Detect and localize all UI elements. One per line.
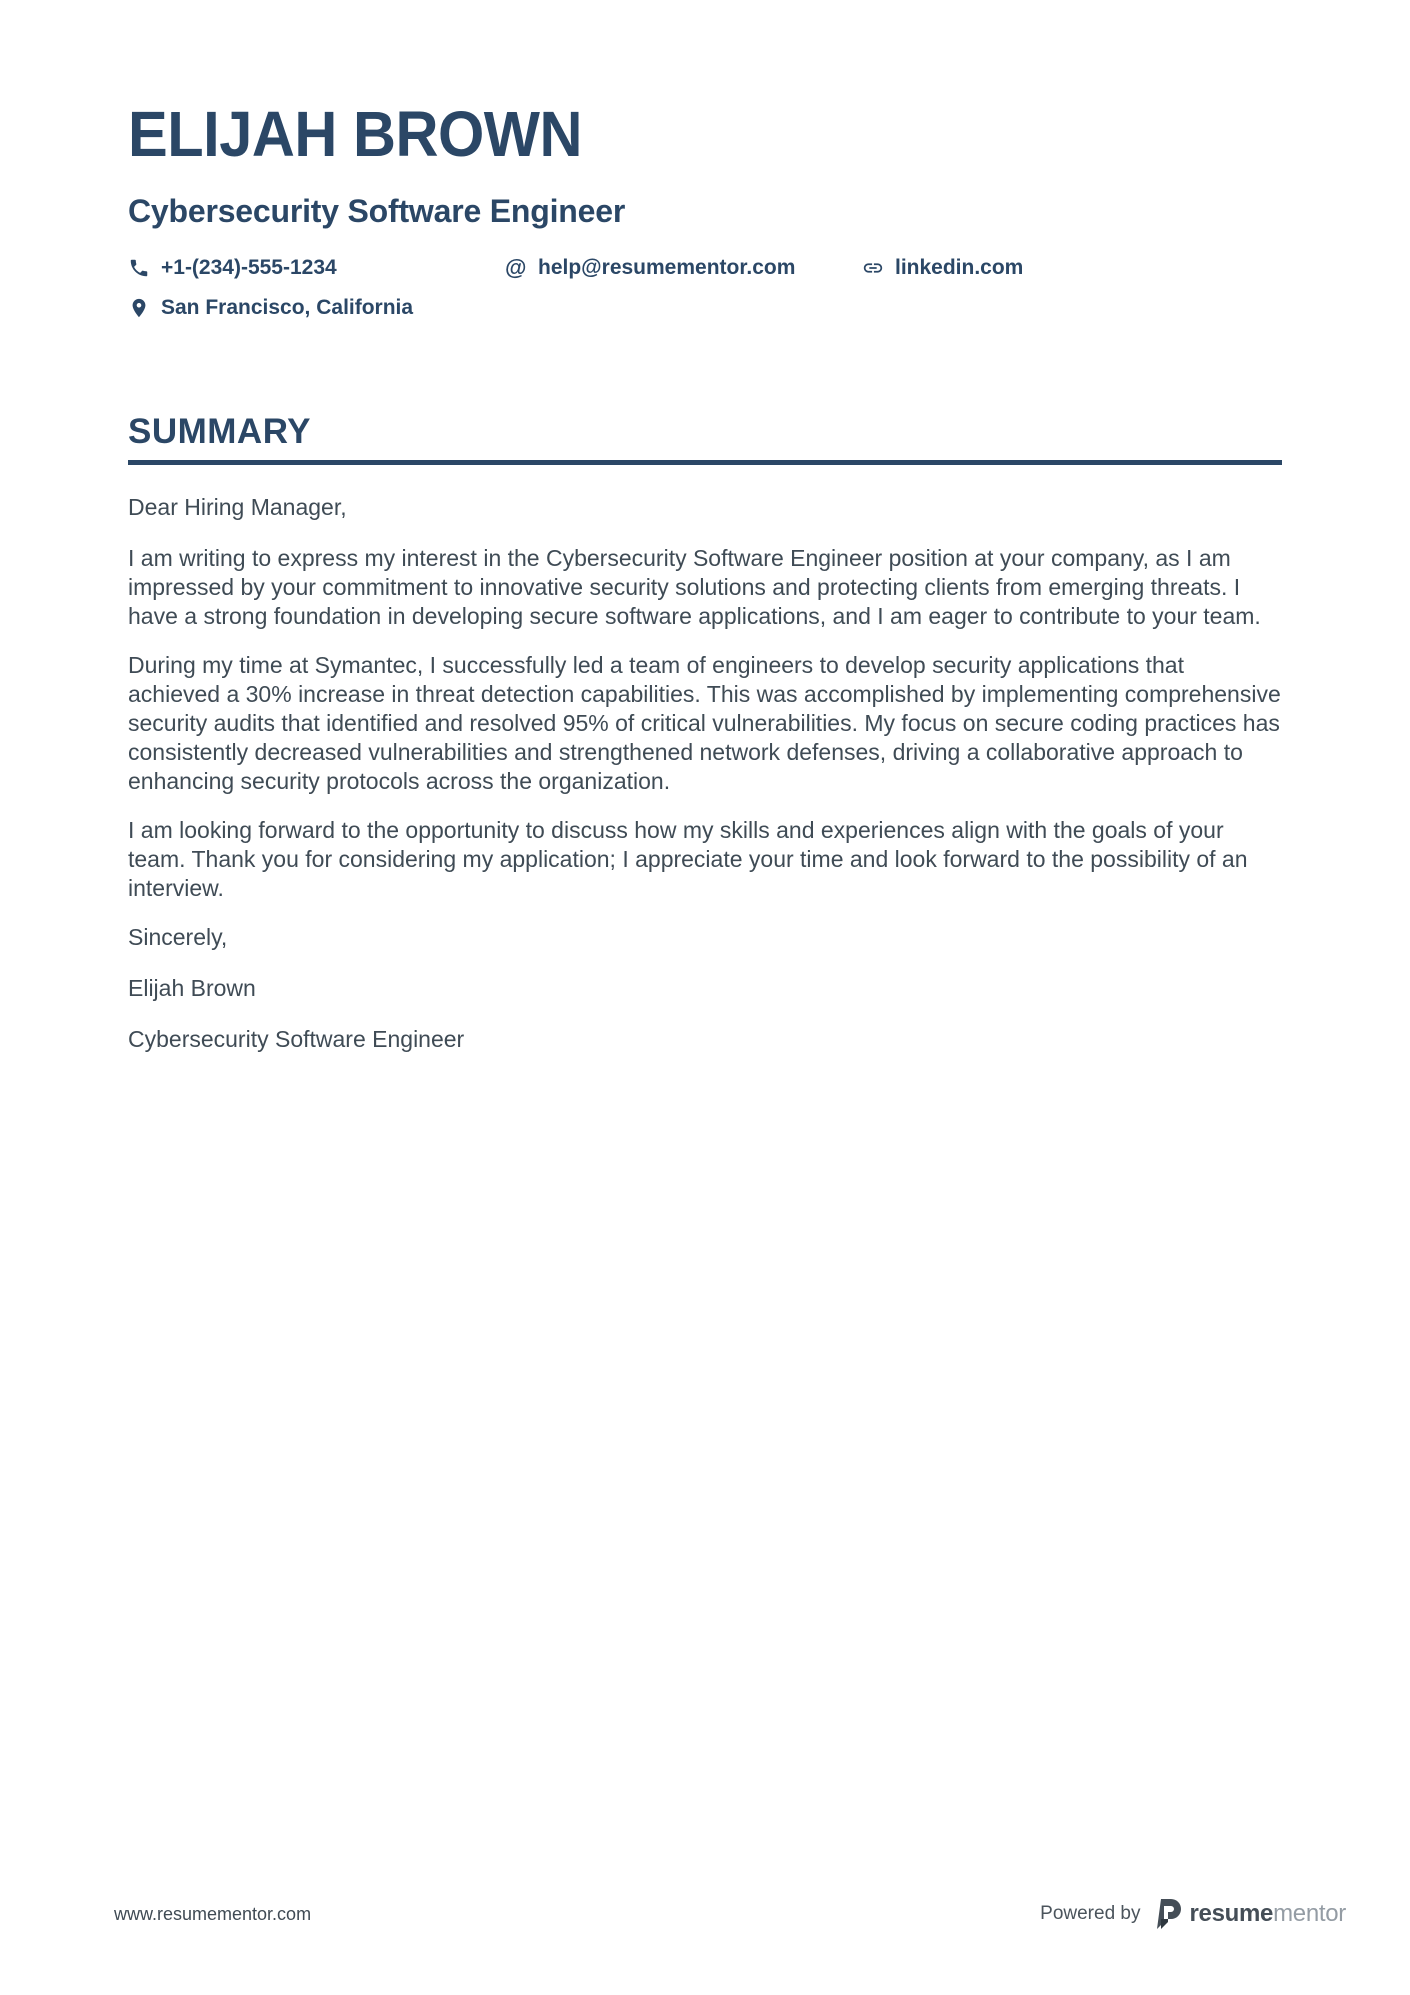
header bbox=[128, 100, 1282, 320]
at-icon: @ bbox=[505, 255, 527, 281]
signature-name: Elijah Brown bbox=[128, 975, 256, 1002]
resumementor-logo[interactable] bbox=[1157, 1899, 1347, 1929]
summary-section bbox=[128, 412, 1282, 1054]
contact-info bbox=[128, 256, 1282, 320]
resumementor-logo-icon bbox=[1157, 1899, 1184, 1929]
linkedin-url[interactable]: linkedin.com bbox=[895, 256, 1024, 280]
phone-number: +1-(234)-555-1234 bbox=[161, 256, 337, 280]
contact-email[interactable] bbox=[505, 256, 862, 280]
brand-text-bold: resume bbox=[1189, 1900, 1274, 1927]
letter-paragraph: During my time at Symantec, I successfully led a team of engineers to develop security applications that achieved a 30% increase in threat detection capabilities. This was accomplished by implementing comprehensive security audits that identified and resolved 95% of critical vulnerabilities. My focus on secure coding practices has consistently decreased vulnerabilities and strengthened network defenses, driving a collaborative approach to enhancing security protocols across the organization. bbox=[128, 652, 1281, 795]
closing-salutation: Sincerely, bbox=[128, 924, 228, 951]
contact-phone bbox=[128, 256, 505, 280]
footer-branding bbox=[1040, 1899, 1346, 1929]
brand-text bbox=[1190, 1900, 1347, 1928]
location-text: San Francisco, California bbox=[161, 296, 414, 320]
letter-paragraph: I am looking forward to the opportunity to discuss how my skills and experiences align with the goals of your team. Thank you for considering my application; I appreciate your time and look forward to the possibility of an interview. bbox=[128, 817, 1248, 902]
contact-linkedin[interactable] bbox=[862, 256, 1282, 280]
salutation: Dear Hiring Manager, bbox=[128, 494, 347, 521]
summary-heading: SUMMARY bbox=[128, 412, 1282, 465]
candidate-job-title: Cybersecurity Software Engineer bbox=[128, 193, 626, 230]
location-pin-icon bbox=[128, 297, 150, 319]
phone-icon bbox=[128, 257, 150, 279]
footer bbox=[0, 1899, 1410, 1929]
brand-text-light: mentor bbox=[1273, 1900, 1346, 1927]
email-address[interactable]: help@resumementor.com bbox=[538, 256, 796, 280]
powered-by-label: Powered by bbox=[1040, 1903, 1141, 1924]
candidate-name: ELIJAH BROWN bbox=[128, 98, 583, 170]
signature-title: Cybersecurity Software Engineer bbox=[128, 1026, 465, 1053]
footer-website-link[interactable]: www.resumementor.com bbox=[114, 1903, 312, 1924]
letter-paragraph: I am writing to express my interest in the Cybersecurity Software Engineer position at your company, as I am impressed by your commitment to innovative security solutions and protecting clients from emerging threats. I have a strong foundation in developing secure software applications, and I am eager to contribute to your team. bbox=[128, 545, 1261, 630]
contact-location bbox=[128, 296, 505, 320]
letter-body bbox=[128, 493, 1282, 1054]
link-icon bbox=[862, 257, 884, 279]
